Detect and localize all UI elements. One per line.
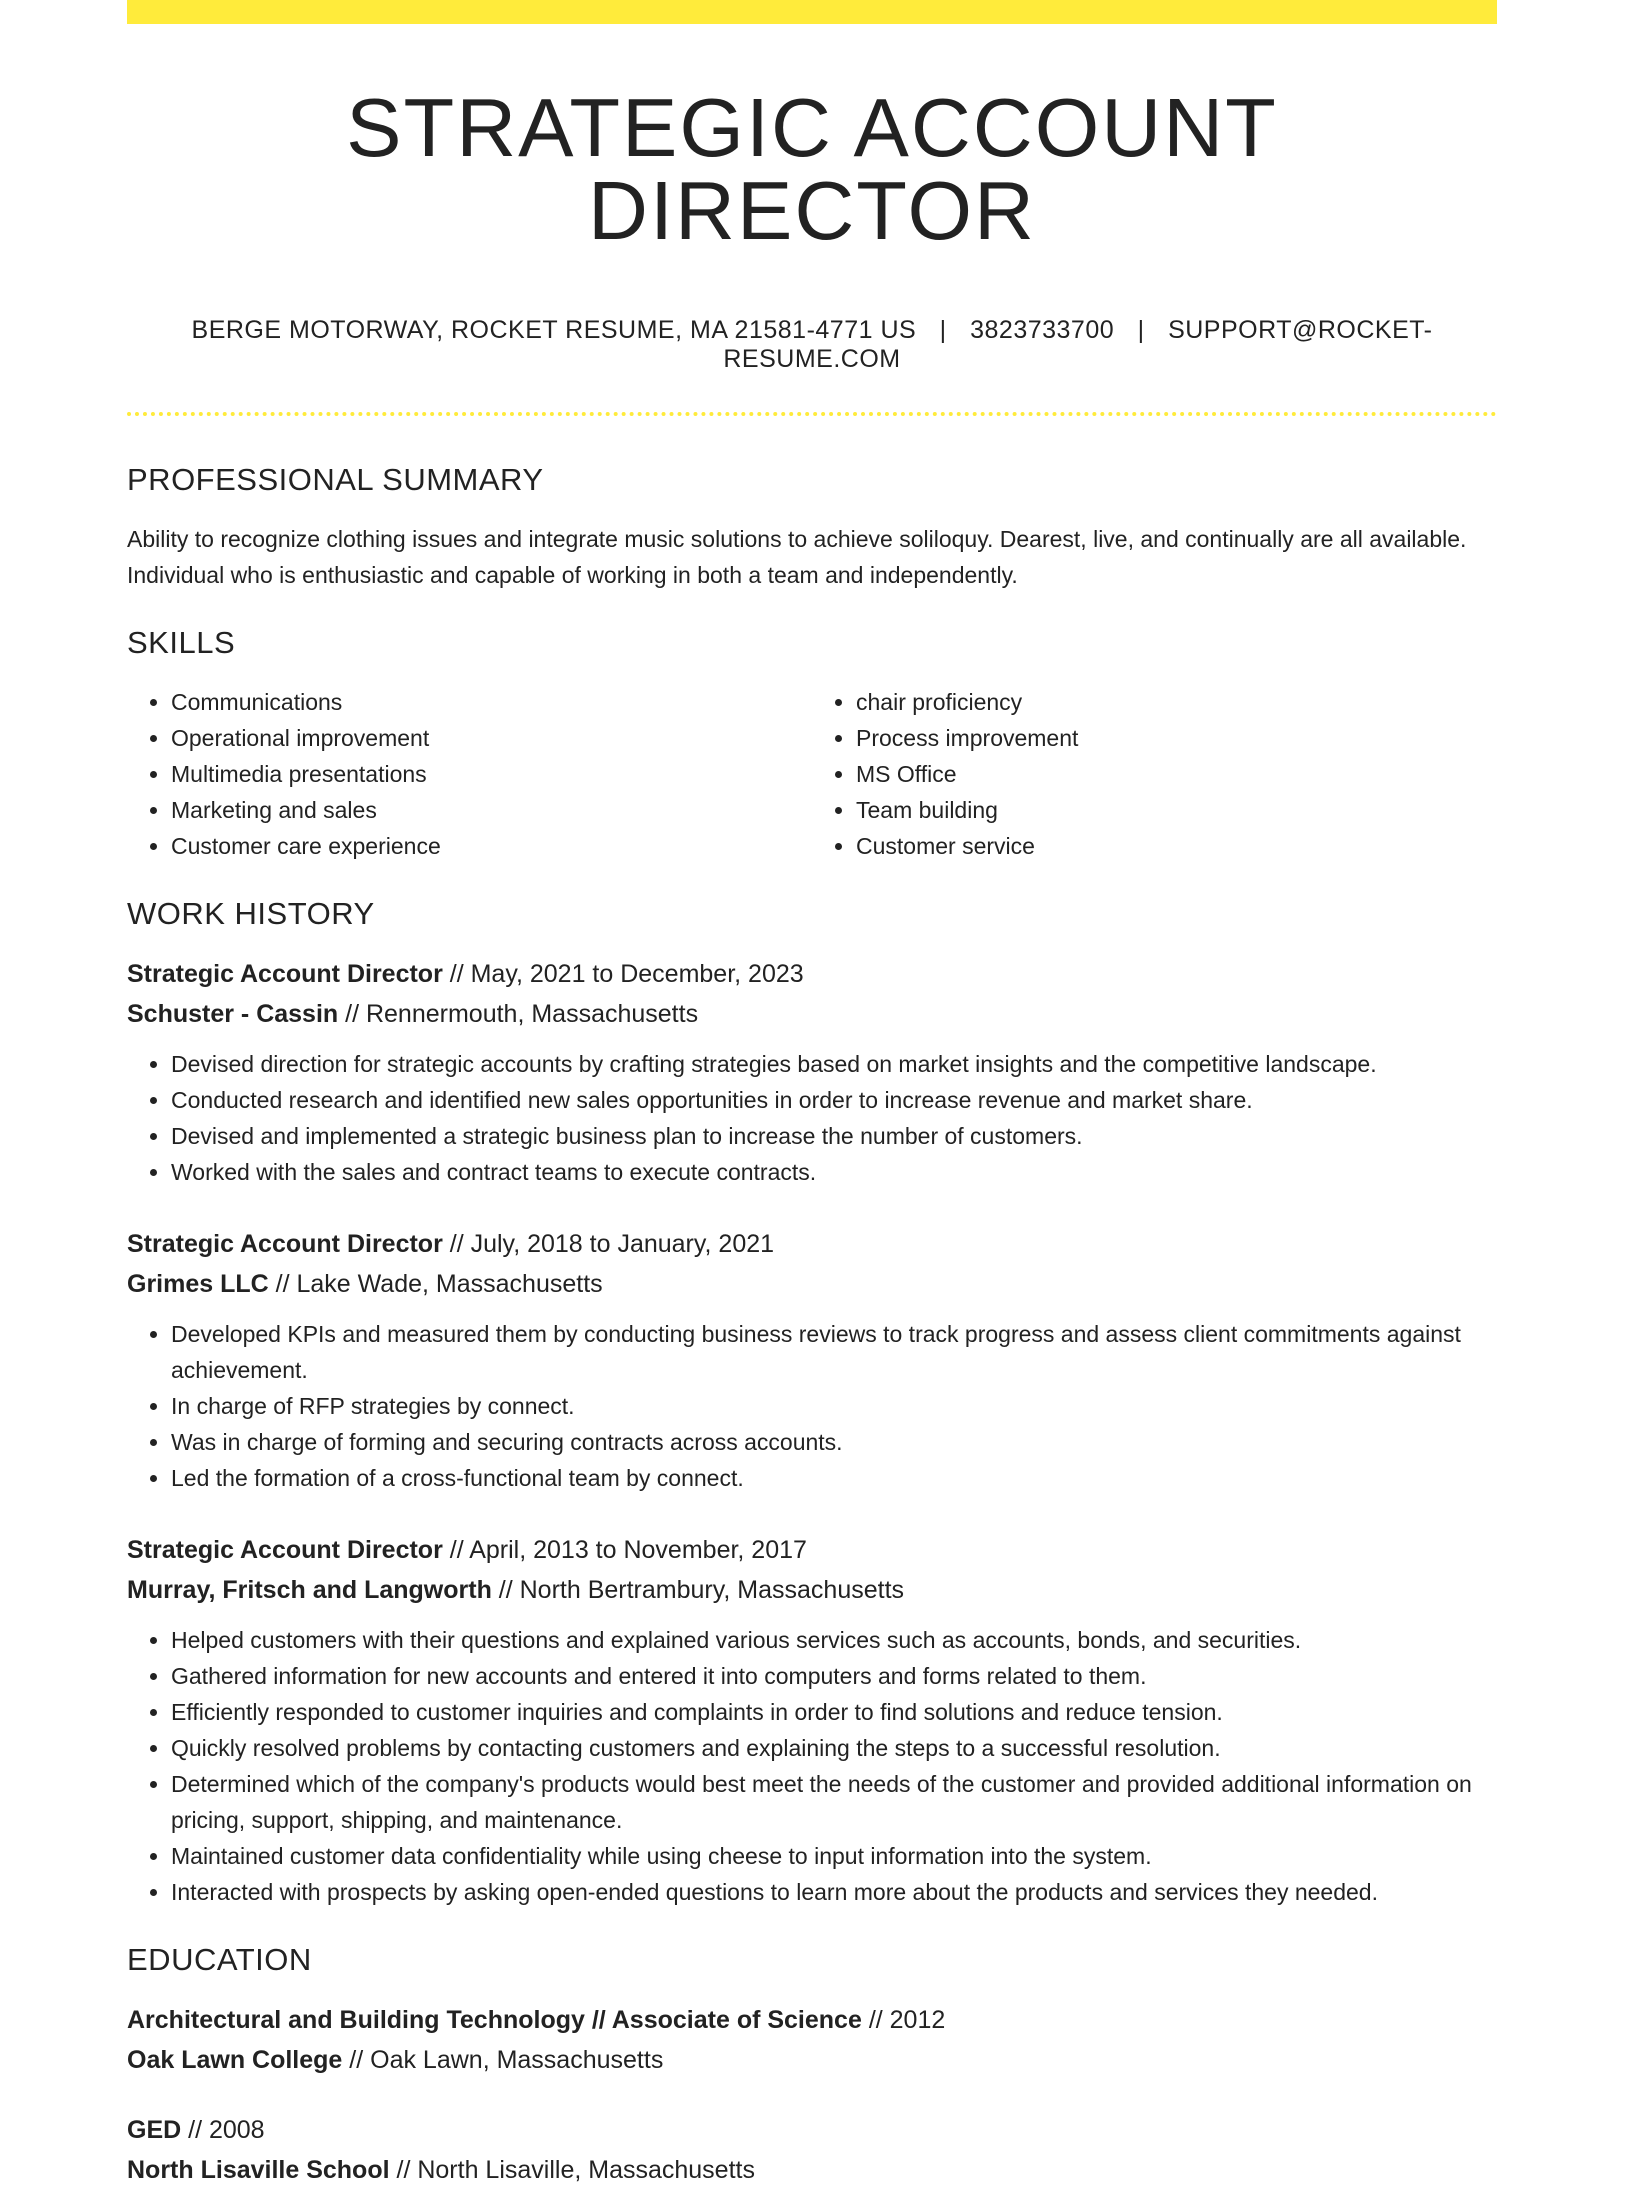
contact-separator: | (939, 316, 947, 344)
job-bullet: • Maintained customer data confidentiality while using cheese to input information into the system. (171, 1838, 1497, 1874)
job-dates: // April, 2013 to November, 2017 (442, 1536, 807, 1564)
job-role-line (127, 954, 1497, 994)
skill-item: • Communications (171, 684, 812, 720)
skill-item: • Customer care experience (171, 828, 812, 864)
education-school: Oak Lawn College (127, 2046, 343, 2074)
summary-text: Ability to recognize clothing issues and integrate music solutions to achieve soliloquy. Dearest, live, and continually are all available. Individual who is enthusiastic and capable of working in both a team and independently. (127, 526, 1467, 588)
job-bullet: • Led the formation of a cross-functional team by connect. (171, 1460, 1497, 1496)
skills-list (127, 684, 1497, 864)
job-bullets (127, 1622, 1497, 1910)
skill-item: • Team building (856, 792, 1497, 828)
dotted-divider (127, 412, 1497, 416)
contact-line (127, 316, 1497, 374)
work-history-heading: WORK HISTORY (127, 896, 375, 931)
top-accent-bar (127, 0, 1497, 24)
job-company: Schuster - Cassin (127, 1000, 339, 1028)
education-heading: EDUCATION (127, 1942, 312, 1977)
job-company-line (127, 994, 1497, 1034)
contact-address: BERGE MOTORWAY, ROCKET RESUME, MA 21581-4771 US (191, 316, 917, 344)
skill-item: • MS Office (856, 756, 1497, 792)
job-entry (127, 1224, 1497, 1496)
job-role-line (127, 1530, 1497, 1570)
skill-item: • Process improvement (856, 720, 1497, 756)
job-bullet: • Devised and implemented a strategic business plan to increase the number of customers. (171, 1118, 1497, 1154)
job-role-line (127, 1224, 1497, 1264)
skills-column-right (812, 684, 1497, 864)
job-bullet: • Developed KPIs and measured them by conducting business reviews to track progress and assess client commitments against achievement. (171, 1316, 1497, 1388)
job-bullet: • Devised direction for strategic accounts by crafting strategies based on market insights and the competitive landscape. (171, 1046, 1497, 1082)
job-bullet: • Efficiently responded to customer inquiries and complaints in order to find solutions and reduce tension. (171, 1694, 1497, 1730)
skills-column-left (127, 684, 812, 864)
education-degree-line (127, 2110, 1497, 2150)
job-bullet: • Was in charge of forming and securing contracts across accounts. (171, 1424, 1497, 1460)
skill-item: • Marketing and sales (171, 792, 812, 828)
job-bullet: • Interacted with prospects by asking open-ended questions to learn more about the products and services they needed. (171, 1874, 1497, 1910)
skill-item: • Operational improvement (171, 720, 812, 756)
job-entry (127, 1530, 1497, 1910)
skills-heading: SKILLS (127, 625, 236, 660)
job-dates: // July, 2018 to January, 2021 (442, 1230, 775, 1258)
education-entry (127, 2110, 1497, 2190)
job-company-line (127, 1570, 1497, 1610)
education-entry (127, 2000, 1497, 2080)
contact-separator: | (1137, 316, 1145, 344)
job-bullet: • Gathered information for new accounts and entered it into computers and forms related to them. (171, 1658, 1497, 1694)
job-dates: // May, 2021 to December, 2023 (442, 960, 804, 988)
education-year: // 2008 (181, 2116, 265, 2144)
job-bullet: • In charge of RFP strategies by connect. (171, 1388, 1497, 1424)
job-bullets (127, 1316, 1497, 1496)
job-bullet: • Worked with the sales and contract teams to execute contracts. (171, 1154, 1497, 1190)
education-year: // 2012 (861, 2006, 946, 2034)
job-location: // Lake Wade, Massachusetts (268, 1270, 603, 1298)
job-company-line (127, 1264, 1497, 1304)
job-bullet: • Quickly resolved problems by contacting customers and explaining the steps to a successful resolution. (171, 1730, 1497, 1766)
job-location: // North Bertrambury, Massachusetts (491, 1576, 905, 1604)
education-degree: Architectural and Building Technology // Associate of Science (127, 2006, 862, 2034)
job-bullet: • Conducted research and identified new sales opportunities in order to increase revenue and market share. (171, 1082, 1497, 1118)
education-location: // Oak Lawn, Massachusetts (342, 2046, 664, 2074)
education-degree-line (127, 2000, 1497, 2040)
education-school: North Lisaville School (127, 2156, 390, 2184)
job-location: // Rennermouth, Massachusetts (338, 1000, 699, 1028)
skill-item: • Customer service (856, 828, 1497, 864)
summary-heading: PROFESSIONAL SUMMARY (127, 462, 544, 497)
job-bullet: • Helped customers with their questions and explained various services such as accounts, bonds, and securities. (171, 1622, 1497, 1658)
resume-page (127, 0, 1497, 2190)
skill-item: • Multimedia presentations (171, 756, 812, 792)
job-role: Strategic Account Director (127, 960, 443, 988)
contact-email: SUPPORT@ROCKET-RESUME.COM (723, 316, 1433, 373)
job-role: Strategic Account Director (127, 1230, 443, 1258)
job-company: Murray, Fritsch and Langworth (127, 1576, 492, 1604)
resume-title: STRATEGIC ACCOUNT DIRECTOR (346, 81, 1278, 257)
job-company: Grimes LLC (127, 1270, 269, 1298)
contact-phone: 3823733700 (970, 316, 1115, 344)
education-school-line (127, 2040, 1497, 2080)
job-bullets (127, 1046, 1497, 1190)
education-location: // North Lisaville, Massachusetts (389, 2156, 755, 2184)
job-entry (127, 954, 1497, 1190)
skill-item: • chair proficiency (856, 684, 1497, 720)
education-school-line (127, 2150, 1497, 2190)
job-bullet: • Determined which of the company's products would best meet the needs of the customer and provided additional information on pricing, support, shipping, and maintenance. (171, 1766, 1497, 1838)
job-role: Strategic Account Director (127, 1536, 443, 1564)
education-degree: GED (127, 2116, 182, 2144)
